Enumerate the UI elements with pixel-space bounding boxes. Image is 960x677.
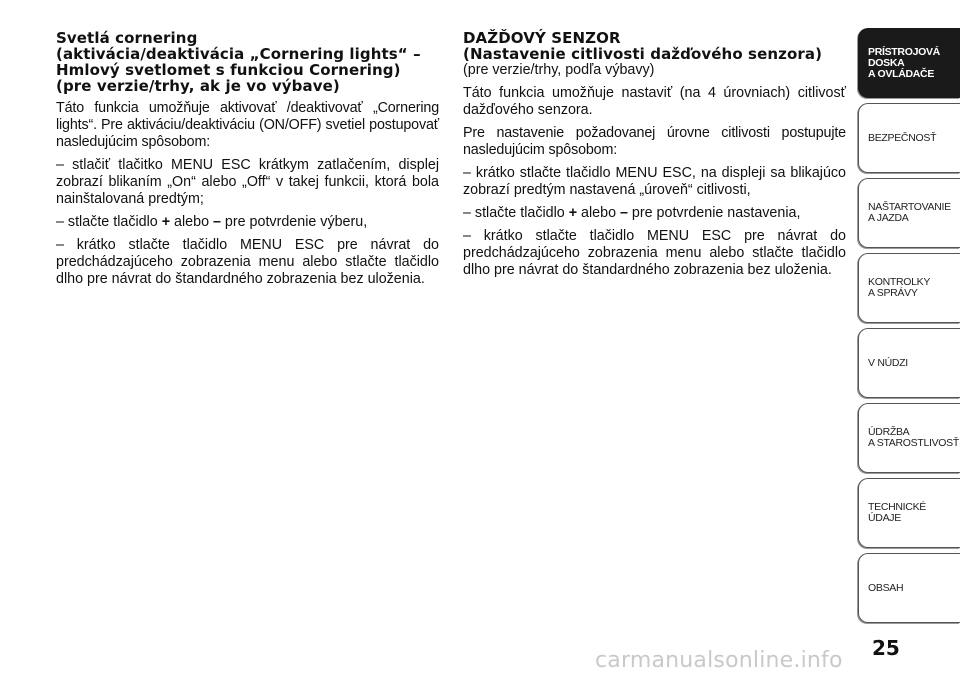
rain-sensor-step-2 bbox=[463, 205, 846, 222]
step-text: – stlačte tlačidlo bbox=[463, 205, 569, 221]
rain-sensor-subheading: (pre verzie/trhy, podľa výbavy) bbox=[463, 62, 655, 78]
cornering-step-3: – krátko stlačte tlačidlo MENU ESC pre návrat do predchádzajúceho zobrazenia menu alebo stlačte tlačidlo dlho pre návrat do štandardného zobrazenia bez uloženia. bbox=[56, 237, 439, 287]
tab-label: PRÍSTROJOVÁ DOSKA A OVLÁDAČE bbox=[868, 45, 940, 80]
heading-line: (pre verzie/trhy, ak je vo výbave) bbox=[56, 77, 340, 95]
tab-label: V NÚDZI bbox=[868, 356, 908, 369]
rain-sensor-heading bbox=[463, 30, 846, 62]
right-column bbox=[463, 30, 846, 285]
left-column bbox=[56, 30, 439, 294]
rain-sensor-intro-2: Pre nastavenie požadovanej úrovne citlivosti postupujte nasledujúcim spôsobom: bbox=[463, 125, 846, 158]
step-text: alebo bbox=[170, 214, 213, 230]
tab-label: BEZPEČNOSŤ bbox=[868, 131, 937, 144]
heading-line: Hmlový svetlomet s funkciou Cornering) bbox=[56, 61, 401, 79]
step-text: pre potvrdenie výberu, bbox=[220, 214, 368, 230]
cornering-step-2 bbox=[56, 214, 439, 231]
tab-v-nudzi[interactable] bbox=[858, 328, 960, 398]
cornering-heading bbox=[56, 30, 439, 94]
rain-sensor-step-1: – krátko stlačte tlačidlo MENU ESC, na displeji sa blikajúco zobrazí predtým nastavená „úroveň“ citlivosti, bbox=[463, 165, 846, 198]
plus-symbol: + bbox=[568, 205, 578, 221]
tab-kontrolky[interactable] bbox=[858, 253, 960, 323]
cornering-step-1: – stlačiť tlačitko MENU ESC krátkym zatlačením, displej zobrazí blikaním „On“ alebo „Off“ v takej funkcii, ktorá bola nainštalovaná predtým; bbox=[56, 157, 439, 207]
heading-line: (aktivácia/deaktivácia „Cornering lights“ – bbox=[56, 45, 421, 63]
tab-label: OBSAH bbox=[868, 581, 904, 594]
tab-technicke-udaje[interactable] bbox=[858, 478, 960, 548]
tab-label: TECHNICKÉ ÚDAJE bbox=[868, 501, 926, 524]
rain-sensor-step-3: – krátko stlačte tlačidlo MENU ESC pre návrat do predchádzajúceho zobrazenia menu alebo stlačte tlačidlo dlho pre návrat do štandardného zobrazenia bez uloženia. bbox=[463, 228, 846, 278]
tab-label: NAŠTARTOVANIE A JAZDA bbox=[868, 201, 951, 224]
tab-bezpecnost[interactable] bbox=[858, 103, 960, 173]
tab-label: KONTROLKY A SPRÁVY bbox=[868, 276, 931, 299]
heading-line: (Nastavenie citlivosti dažďového senzora) bbox=[463, 45, 823, 63]
cornering-intro: Táto funkcia umožňuje aktivovať /deaktivovať „Cornering lights“. Pre aktiváciu/deaktiváciu (ON/OFF) svetiel postupovať nasledujúcim spôsobom: bbox=[56, 100, 439, 150]
heading-line: Svetlá cornering bbox=[56, 29, 198, 47]
page-number: 25 bbox=[872, 636, 900, 660]
chapter-tabs bbox=[858, 0, 960, 677]
tab-pristrojova-doska[interactable] bbox=[858, 28, 960, 98]
watermark: carmanualsonline.info bbox=[595, 648, 843, 673]
heading-line: DAŽĎOVÝ SENZOR bbox=[463, 29, 621, 47]
tab-nastartovanie[interactable] bbox=[858, 178, 960, 248]
step-text: alebo bbox=[577, 205, 620, 221]
minus-symbol: – bbox=[213, 214, 221, 230]
tab-obsah[interactable] bbox=[858, 553, 960, 623]
step-text: pre potvrdenie nastavenia, bbox=[627, 205, 801, 221]
step-text: – stlačte tlačidlo bbox=[56, 214, 162, 230]
tab-udrzba[interactable] bbox=[858, 403, 960, 473]
plus-symbol: + bbox=[161, 214, 171, 230]
rain-sensor-intro: Táto funkcia umožňuje nastaviť (na 4 úrovniach) citlivosť dažďového senzora. bbox=[463, 85, 846, 118]
tab-label: ÚDRŽBA A STAROSTLIVOSŤ bbox=[868, 426, 959, 449]
minus-symbol: – bbox=[620, 205, 628, 221]
